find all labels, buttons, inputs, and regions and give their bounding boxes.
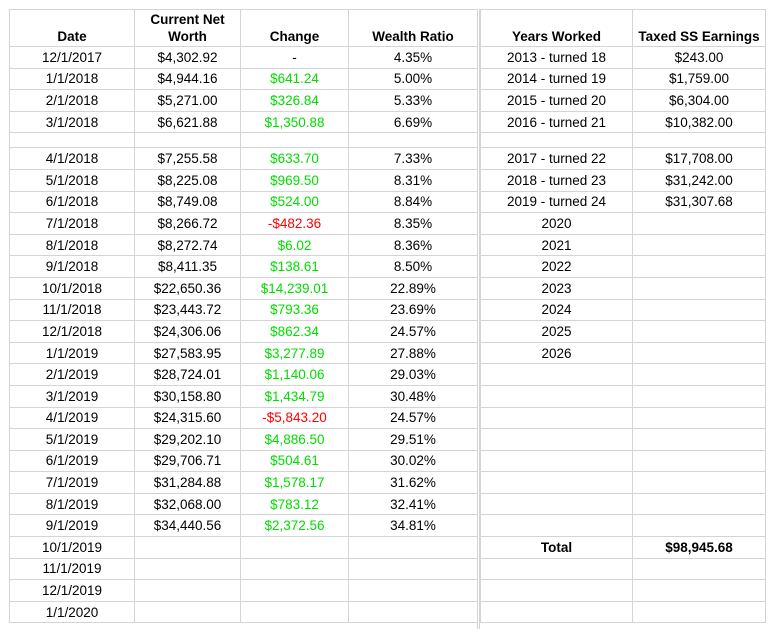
net-worth-cell[interactable]: $27,583.95 [135, 342, 241, 364]
table-row [481, 47, 766, 69]
header-years-worked: Years Worked [481, 10, 633, 47]
wealth-ratio-cell[interactable] [349, 558, 478, 580]
table-row [481, 321, 766, 343]
wealth-ratio-cell[interactable]: 23.69% [349, 299, 478, 321]
wealth-ratio-cell[interactable]: 30.48% [349, 385, 478, 407]
net-worth-cell[interactable]: $8,272.74 [135, 234, 241, 256]
change-cell[interactable]: $862.34 [241, 321, 349, 343]
wealth-ratio-cell[interactable]: 8.50% [349, 256, 478, 278]
earnings-cell[interactable] [633, 342, 766, 364]
date-cell[interactable]: 1/1/2019 [10, 342, 135, 364]
net-worth-cell[interactable] [135, 537, 241, 559]
table-row [10, 277, 478, 299]
earnings-cell[interactable] [633, 299, 766, 321]
earnings-cell[interactable] [633, 385, 766, 407]
wealth-ratio-cell[interactable]: 29.51% [349, 429, 478, 451]
table-row [10, 580, 478, 602]
spreadsheet [9, 9, 764, 629]
table-row [481, 148, 766, 170]
change-cell[interactable]: -$482.36 [241, 213, 349, 235]
year-cell[interactable]: 2015 - turned 20 [481, 90, 633, 112]
earnings-cell[interactable] [633, 450, 766, 472]
change-cell[interactable]: - [241, 47, 349, 69]
change-cell[interactable]: $524.00 [241, 191, 349, 213]
table-row [481, 429, 766, 451]
table-row [10, 47, 478, 69]
earnings-cell[interactable]: $17,708.00 [633, 148, 766, 170]
wealth-ratio-cell[interactable] [349, 133, 478, 148]
change-cell[interactable]: $641.24 [241, 68, 349, 90]
net-worth-cell[interactable]: $31,284.88 [135, 472, 241, 494]
table-row [10, 148, 478, 170]
table-row [481, 169, 766, 191]
date-cell[interactable]: 8/1/2018 [10, 234, 135, 256]
change-cell[interactable]: $138.61 [241, 256, 349, 278]
year-cell[interactable] [481, 601, 633, 623]
net-worth-cell[interactable]: $29,202.10 [135, 429, 241, 451]
net-worth-cell[interactable]: $8,266.72 [135, 213, 241, 235]
table-row [481, 407, 766, 429]
year-cell[interactable]: 2016 - turned 21 [481, 111, 633, 133]
date-cell[interactable]: 5/1/2019 [10, 429, 135, 451]
net-worth-cell[interactable] [135, 558, 241, 580]
table-row [481, 601, 766, 623]
table-row [481, 111, 766, 133]
net-worth-cell[interactable]: $6,621.88 [135, 111, 241, 133]
table-row [10, 321, 478, 343]
net-worth-cell[interactable]: $34,440.56 [135, 515, 241, 537]
date-cell[interactable]: 9/1/2019 [10, 515, 135, 537]
table-row [10, 472, 478, 494]
date-cell[interactable]: 12/1/2019 [10, 580, 135, 602]
change-cell[interactable] [241, 601, 349, 623]
year-cell[interactable] [481, 407, 633, 429]
wealth-ratio-cell[interactable] [349, 580, 478, 602]
date-cell[interactable] [10, 133, 135, 148]
earnings-cell[interactable] [633, 364, 766, 386]
date-cell[interactable]: 10/1/2018 [10, 277, 135, 299]
table-row [10, 111, 478, 133]
earnings-cell[interactable]: $31,242.00 [633, 169, 766, 191]
header-taxed-ss-earnings: Taxed SS Earnings [633, 10, 766, 47]
net-worth-table [9, 9, 478, 623]
table-row [10, 537, 478, 559]
net-worth-cell[interactable]: $29,706.71 [135, 450, 241, 472]
year-cell[interactable]: 2024 [481, 299, 633, 321]
wealth-ratio-cell[interactable]: 6.69% [349, 111, 478, 133]
date-cell[interactable]: 1/1/2020 [10, 601, 135, 623]
year-cell[interactable]: 2018 - turned 23 [481, 169, 633, 191]
wealth-ratio-cell[interactable]: 8.36% [349, 234, 478, 256]
wealth-ratio-cell[interactable]: 34.81% [349, 515, 478, 537]
earnings-cell[interactable] [633, 133, 766, 148]
table-row [481, 277, 766, 299]
table-row [10, 256, 478, 278]
net-worth-cell[interactable]: $8,411.35 [135, 256, 241, 278]
year-cell[interactable]: 2023 [481, 277, 633, 299]
change-cell[interactable]: $1,578.17 [241, 472, 349, 494]
date-cell[interactable]: 4/1/2019 [10, 407, 135, 429]
year-cell[interactable] [481, 364, 633, 386]
year-cell[interactable]: 2021 [481, 234, 633, 256]
change-cell[interactable]: $326.84 [241, 90, 349, 112]
header-row [481, 10, 766, 47]
earnings-cell[interactable]: $10,382.00 [633, 111, 766, 133]
change-cell[interactable] [241, 133, 349, 148]
net-worth-cell[interactable]: $23,443.72 [135, 299, 241, 321]
net-worth-cell[interactable]: $8,225.08 [135, 169, 241, 191]
date-cell[interactable]: 12/1/2018 [10, 321, 135, 343]
year-cell[interactable]: 2022 [481, 256, 633, 278]
table-row [10, 234, 478, 256]
table-row [10, 191, 478, 213]
date-cell[interactable]: 3/1/2018 [10, 111, 135, 133]
wealth-ratio-cell[interactable]: 30.02% [349, 450, 478, 472]
change-cell[interactable] [241, 580, 349, 602]
date-cell[interactable]: 11/1/2018 [10, 299, 135, 321]
wealth-ratio-cell[interactable]: 22.89% [349, 277, 478, 299]
table-row [481, 580, 766, 602]
table-row [481, 234, 766, 256]
year-cell[interactable]: 2019 - turned 24 [481, 191, 633, 213]
table-row [481, 191, 766, 213]
date-cell[interactable]: 5/1/2018 [10, 169, 135, 191]
earnings-cell[interactable] [633, 601, 766, 623]
net-worth-cell[interactable] [135, 601, 241, 623]
table-row [10, 133, 478, 148]
table-row [481, 450, 766, 472]
net-worth-cell[interactable]: $32,068.00 [135, 493, 241, 515]
wealth-ratio-cell[interactable]: 4.35% [349, 47, 478, 69]
table-row [10, 407, 478, 429]
wealth-ratio-cell[interactable]: 27.88% [349, 342, 478, 364]
net-worth-cell[interactable]: $30,158.80 [135, 385, 241, 407]
change-cell[interactable] [241, 558, 349, 580]
total-value[interactable]: $98,945.68 [633, 537, 766, 559]
net-worth-cell[interactable] [135, 133, 241, 148]
table-row [481, 299, 766, 321]
change-cell[interactable]: $6.02 [241, 234, 349, 256]
table-row [481, 133, 766, 148]
change-cell[interactable]: $793.36 [241, 299, 349, 321]
year-cell[interactable] [481, 385, 633, 407]
table-row [10, 515, 478, 537]
change-cell[interactable]: -$5,843.20 [241, 407, 349, 429]
wealth-ratio-cell[interactable]: 31.62% [349, 472, 478, 494]
table-row [481, 213, 766, 235]
change-cell[interactable]: $1,434.79 [241, 385, 349, 407]
change-cell[interactable]: $2,372.56 [241, 515, 349, 537]
table-row [10, 68, 478, 90]
wealth-ratio-cell[interactable]: 24.57% [349, 407, 478, 429]
year-cell[interactable] [481, 558, 633, 580]
header-wealth-ratio: Wealth Ratio [349, 10, 478, 47]
wealth-ratio-cell[interactable]: 29.03% [349, 364, 478, 386]
change-cell[interactable]: $3,277.89 [241, 342, 349, 364]
change-cell[interactable]: $1,350.88 [241, 111, 349, 133]
earnings-cell[interactable] [633, 234, 766, 256]
table-row [481, 256, 766, 278]
earnings-cell[interactable] [633, 515, 766, 537]
date-cell[interactable]: 11/1/2019 [10, 558, 135, 580]
change-cell[interactable]: $969.50 [241, 169, 349, 191]
year-cell[interactable] [481, 133, 633, 148]
earnings-cell[interactable]: $31,307.68 [633, 191, 766, 213]
change-cell[interactable] [241, 537, 349, 559]
year-cell[interactable] [481, 429, 633, 451]
earnings-cell[interactable] [633, 493, 766, 515]
earnings-cell[interactable]: $1,759.00 [633, 68, 766, 90]
table-row [481, 537, 766, 559]
change-cell[interactable]: $504.61 [241, 450, 349, 472]
wealth-ratio-cell[interactable]: 8.35% [349, 213, 478, 235]
table-row [481, 364, 766, 386]
table-row [10, 558, 478, 580]
table-row [10, 364, 478, 386]
date-cell[interactable]: 6/1/2019 [10, 450, 135, 472]
year-cell[interactable]: 2017 - turned 22 [481, 148, 633, 170]
year-cell[interactable] [481, 580, 633, 602]
year-cell[interactable]: 2013 - turned 18 [481, 47, 633, 69]
wealth-ratio-cell[interactable]: 8.31% [349, 169, 478, 191]
change-cell[interactable]: $14,239.01 [241, 277, 349, 299]
table-row [481, 342, 766, 364]
date-cell[interactable]: 12/1/2017 [10, 47, 135, 69]
date-cell[interactable]: 10/1/2019 [10, 537, 135, 559]
earnings-cell[interactable] [633, 256, 766, 278]
table-row [10, 493, 478, 515]
table-row [481, 90, 766, 112]
earnings-cell[interactable] [633, 277, 766, 299]
header-date: Date [10, 10, 135, 47]
table-row [10, 169, 478, 191]
year-cell[interactable] [481, 472, 633, 494]
year-cell[interactable] [481, 515, 633, 537]
date-cell[interactable]: 6/1/2018 [10, 191, 135, 213]
year-cell[interactable]: 2014 - turned 19 [481, 68, 633, 90]
earnings-cell[interactable]: $243.00 [633, 47, 766, 69]
wealth-ratio-cell[interactable]: 24.57% [349, 321, 478, 343]
table-row [481, 558, 766, 580]
wealth-ratio-cell[interactable]: 5.33% [349, 90, 478, 112]
date-cell[interactable]: 9/1/2018 [10, 256, 135, 278]
earnings-cell[interactable] [633, 472, 766, 494]
year-cell[interactable] [481, 450, 633, 472]
change-cell[interactable]: $1,140.06 [241, 364, 349, 386]
table-row [481, 472, 766, 494]
table-row [10, 299, 478, 321]
net-worth-cell[interactable]: $24,315.60 [135, 407, 241, 429]
date-cell[interactable]: 1/1/2018 [10, 68, 135, 90]
table-row [481, 493, 766, 515]
ss-earnings-table [480, 9, 766, 623]
year-cell[interactable]: 2020 [481, 213, 633, 235]
earnings-cell[interactable] [633, 580, 766, 602]
earnings-cell[interactable]: $6,304.00 [633, 90, 766, 112]
wealth-ratio-cell[interactable]: 8.84% [349, 191, 478, 213]
earnings-cell[interactable] [633, 407, 766, 429]
wealth-ratio-cell[interactable]: 7.33% [349, 148, 478, 170]
wealth-ratio-cell[interactable]: 5.00% [349, 68, 478, 90]
table-row [481, 68, 766, 90]
change-cell[interactable]: $783.12 [241, 493, 349, 515]
wealth-ratio-cell[interactable] [349, 601, 478, 623]
change-cell[interactable]: $4,886.50 [241, 429, 349, 451]
table-row [10, 213, 478, 235]
net-worth-cell[interactable] [135, 580, 241, 602]
date-cell[interactable]: 4/1/2018 [10, 148, 135, 170]
total-label[interactable]: Total [481, 537, 633, 559]
net-worth-cell[interactable]: $4,302.92 [135, 47, 241, 69]
net-worth-cell[interactable]: $5,271.00 [135, 90, 241, 112]
table-row [10, 385, 478, 407]
year-cell[interactable]: 2025 [481, 321, 633, 343]
earnings-cell[interactable] [633, 213, 766, 235]
date-cell[interactable]: 2/1/2019 [10, 364, 135, 386]
net-worth-cell[interactable]: $28,724.01 [135, 364, 241, 386]
date-cell[interactable]: 2/1/2018 [10, 90, 135, 112]
header-row [10, 10, 478, 47]
table-row [481, 515, 766, 537]
date-cell[interactable]: 8/1/2019 [10, 493, 135, 515]
net-worth-cell[interactable]: $24,306.06 [135, 321, 241, 343]
earnings-cell[interactable] [633, 321, 766, 343]
wealth-ratio-cell[interactable]: 32.41% [349, 493, 478, 515]
wealth-ratio-cell[interactable] [349, 537, 478, 559]
net-worth-cell[interactable]: $7,255.58 [135, 148, 241, 170]
table-row [10, 601, 478, 623]
earnings-cell[interactable] [633, 429, 766, 451]
date-cell[interactable]: 7/1/2019 [10, 472, 135, 494]
table-row [10, 450, 478, 472]
table-row [10, 429, 478, 451]
year-cell[interactable]: 2026 [481, 342, 633, 364]
change-cell[interactable]: $633.70 [241, 148, 349, 170]
table-row [10, 90, 478, 112]
table-row [481, 385, 766, 407]
net-worth-cell[interactable]: $22,650.36 [135, 277, 241, 299]
table-row [10, 342, 478, 364]
net-worth-cell[interactable]: $8,749.08 [135, 191, 241, 213]
date-cell[interactable]: 7/1/2018 [10, 213, 135, 235]
header-net-worth: Current Net Worth [135, 10, 241, 47]
header-change: Change [241, 10, 349, 47]
net-worth-cell[interactable]: $4,944.16 [135, 68, 241, 90]
date-cell[interactable]: 3/1/2019 [10, 385, 135, 407]
year-cell[interactable] [481, 493, 633, 515]
earnings-cell[interactable] [633, 558, 766, 580]
